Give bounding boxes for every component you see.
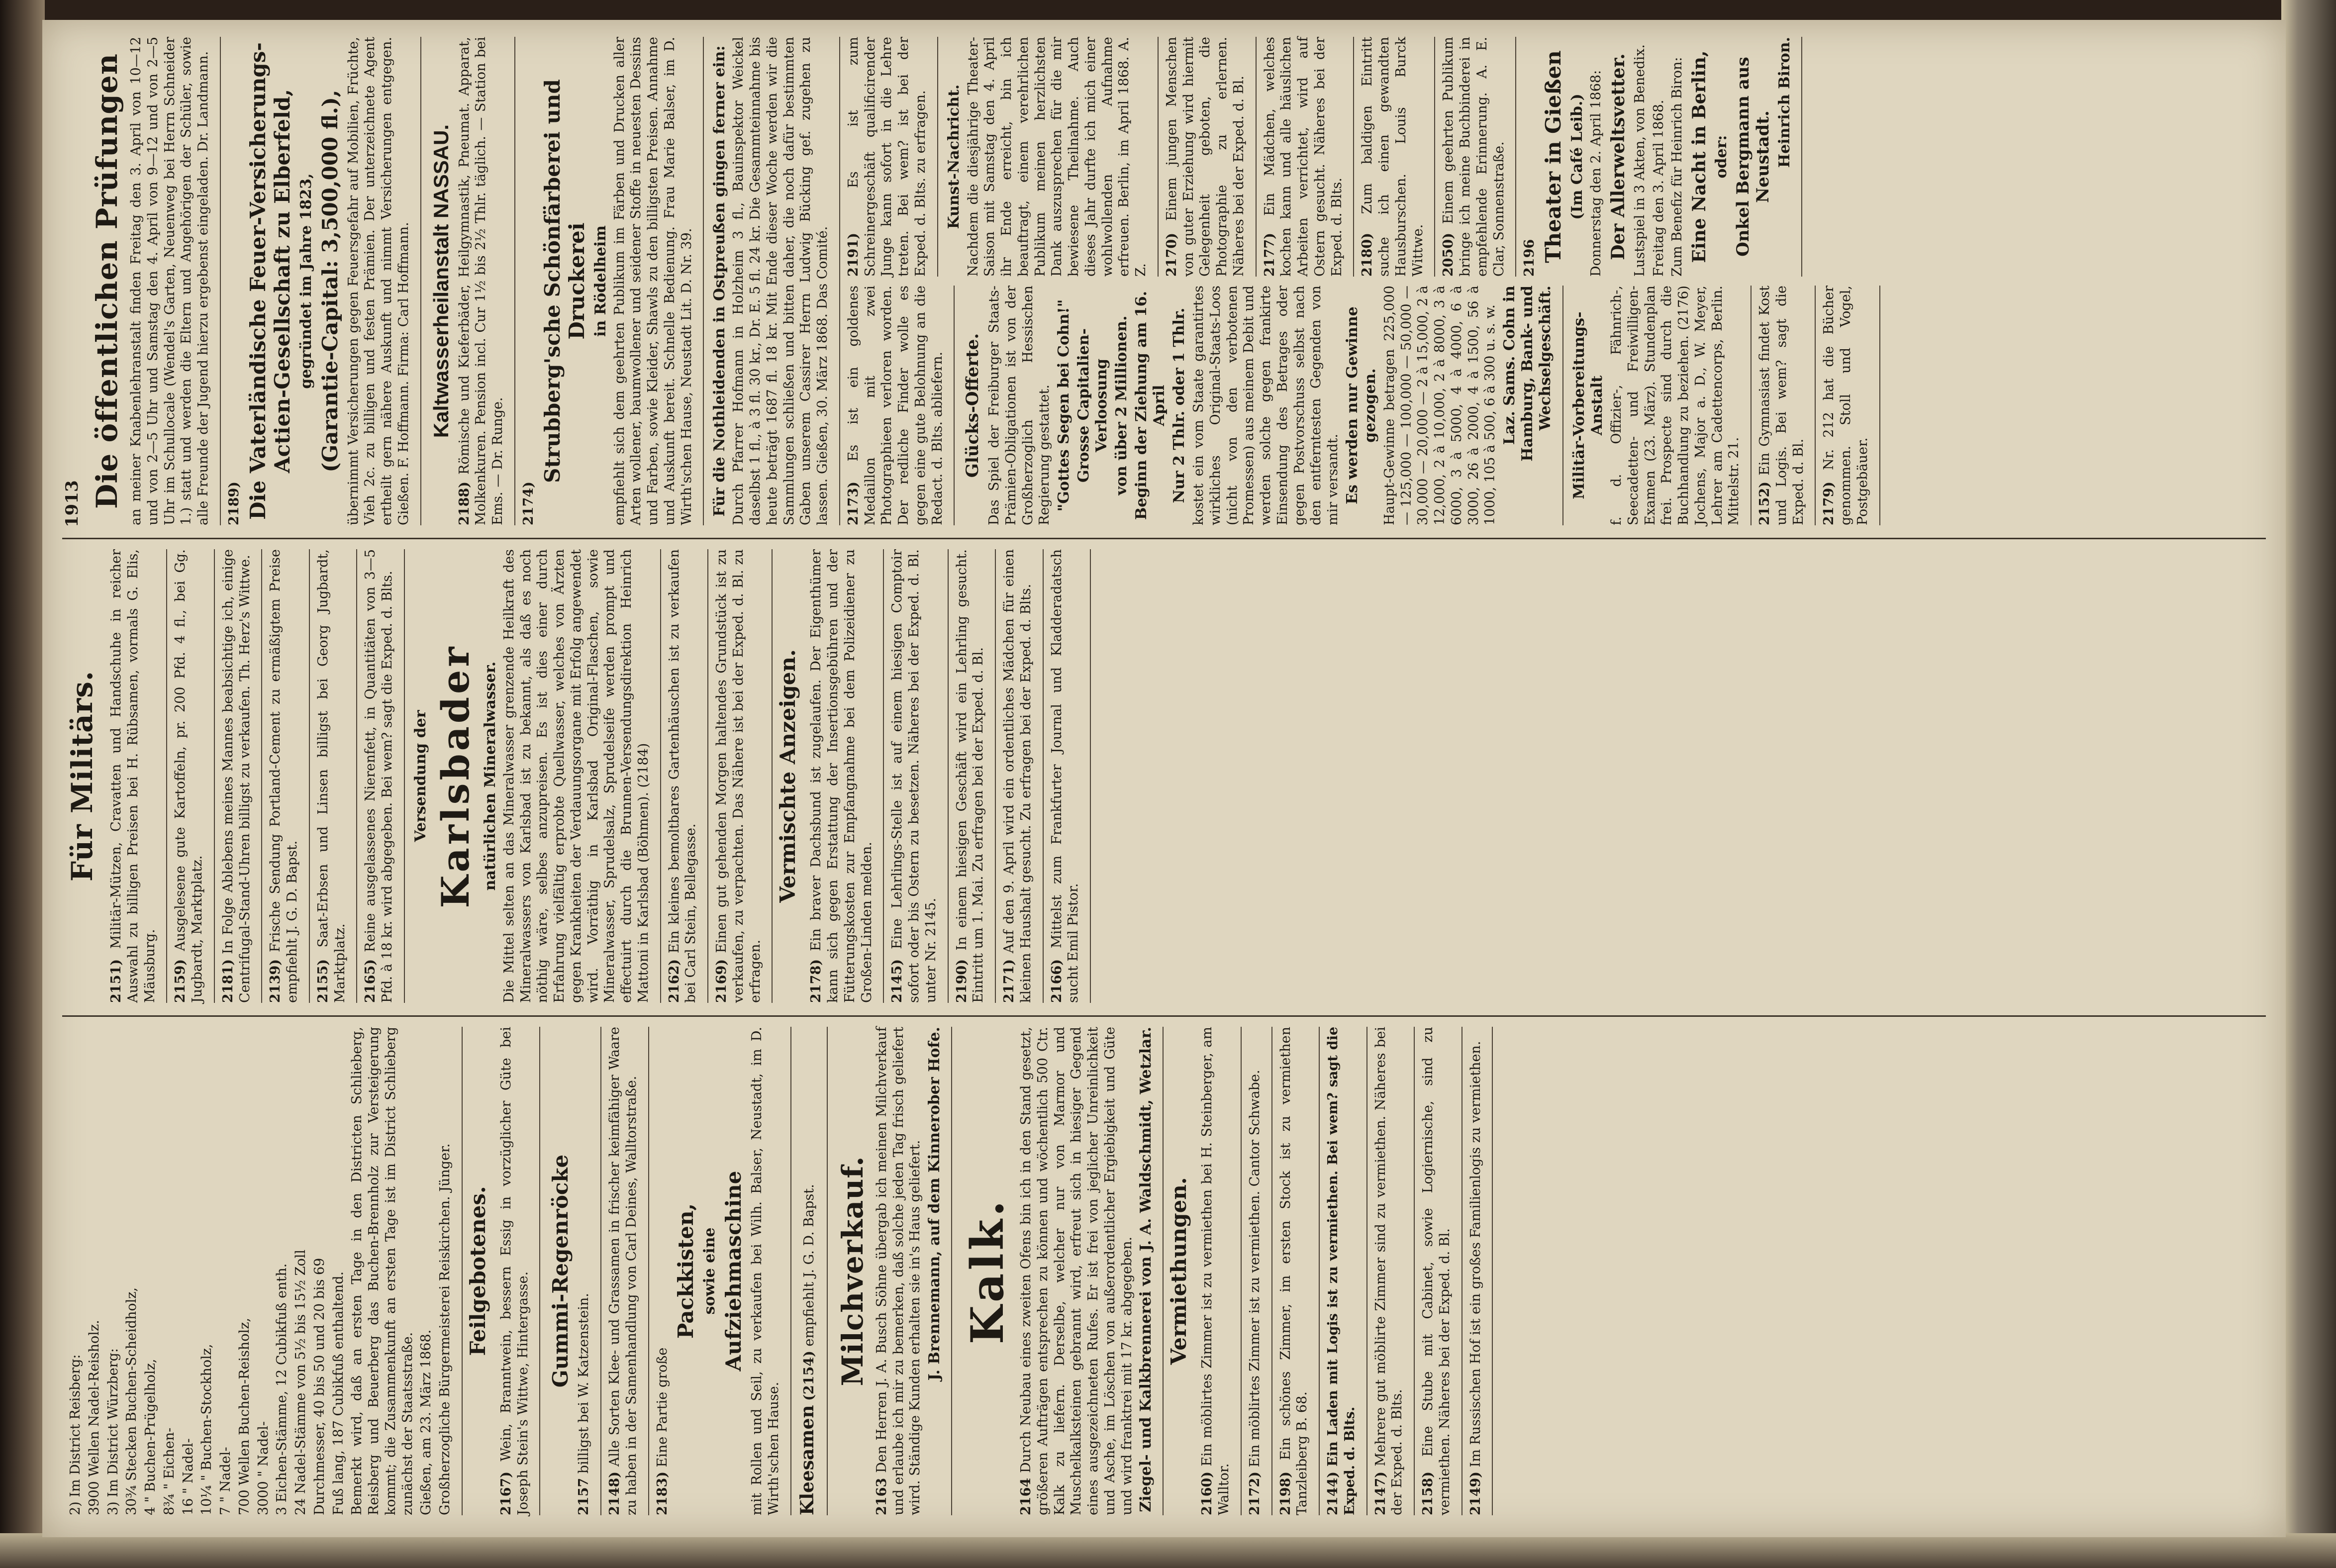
- crates-ad: [649, 1027, 791, 1515]
- ad-text: Haupt-Gewinne betragen 225,000 — 125,000 — 100,000 — 50,000 — 30,000 — 20,000 — 2 à 15,000, 2 à 12,000, 2 à 10,000, 2 à 8000, 3 à 6000, 3 à 5000, 4 à 4000, 6 à 3000, 26 à 2000, 4 à 1500, 56 à 1000, 105 à 500, 6 à 300 u. s. w.: [1381, 286, 1498, 525]
- ad-number: 2145): [889, 959, 905, 1003]
- ad-subtitle: oder:: [1713, 135, 1730, 179]
- ad-subtitle: Grosse Capitalien-Verloosung: [1075, 328, 1111, 483]
- ad-text: empfiehlt sich dem geehrten Publikum im Färben und Drucken aller Arten wollener, baumwollener und seidener Stoffe in neuesten Dessins und Farben, sowie Kleider, Shawls zu den billigsten Preisen. Annahme und Auskunft bereit. Schnelle Bedienung. Frau Marie Balser, im D. Wirth'schen Hause, Neustadt Lit. D. Nr. 39.: [611, 37, 694, 525]
- ad-text: billigst bei W. Katzenstein.: [576, 1293, 592, 1474]
- rent-ad: [1242, 1027, 1272, 1515]
- ad-text: Reine ausgelassenes Nierenfett, in Quantitäten von 3—5 Pfd. à 18 kr. wird abgegeben. Bei wem? sagt die Exped. d. Blts.: [363, 549, 395, 1003]
- ad-subtitle: "Gottes Segen bei Cohn!": [1055, 299, 1073, 512]
- ad-text: f. d. Offizier-, Fähnrich-, Seecadetten- und Freiwilligen-Examen (23. März). Stundenplan frei. Prospecte sind durch die Buchhandlung zu beziehen. (2176) Jochens, Major a. D., W. Meyer, Lehrer am Cadettencorps, Berlin. Mittelstr. 21.: [1609, 286, 1742, 525]
- ad-text: Ein schönes Zimmer, im ersten Stock ist zu vermiethen Tanzleiberg B. 68.: [1277, 1027, 1310, 1515]
- ad-title: Der Allerweltsvetter.: [1607, 53, 1629, 260]
- ad-title: Militär-Vorbereitungs-Anstalt: [1570, 311, 1606, 499]
- book-edge-right: [2281, 0, 2336, 1568]
- book-spine-left: [0, 0, 45, 1568]
- line: Bemerkt wird, daß an ersten Tage in den Districten Schlieberg, Reisberg und Beuerberg das Buchen-Brennholz zur Versteigerung kommt; die Zusammenkunft an ersten Tage ist im District Schlieberg zunächst der Staatsstraße.: [349, 1027, 415, 1515]
- ad-number: 2198): [1277, 1471, 1293, 1515]
- column-left: [62, 1020, 2266, 1522]
- ad-text: Zum Benefiz für Heinrich Biron:: [1669, 57, 1685, 277]
- line: 700 Wellen Buchen-Reisholz,: [236, 1318, 252, 1515]
- ad-number: 2151): [108, 959, 124, 1003]
- ad-text: Zum baldigen Eintritt suche ich einen gewandten Hausburschen. Louis Burck Wittwe.: [1360, 37, 1426, 277]
- line: Fuß lang, 187 Cubikfuß enthaltend.: [330, 1271, 346, 1515]
- ad-text: Eine Lehrlings-Stelle ist auf einem hiesigen Comptoir sofort oder bis Ostern zu besetzen. Näheres bei der Exped. d. Bl. unter Nr. 2145.: [889, 549, 939, 1003]
- line: 3900 Wellen Nadel-Reisholz.: [86, 1320, 102, 1515]
- ad-title: Onkel Bergmann aus Neustadt.: [1733, 57, 1773, 257]
- milk-ad: [828, 1027, 952, 1515]
- ad-text: Alle Sorten Klee- und Grassamen in frischer keimfähiger Waare zu haben in der Samenhandlung von Carl Deines, Walltorstraße.: [607, 1027, 639, 1515]
- column-middle: [62, 542, 2266, 1010]
- ad-text: empfiehlt J. G. D. Bapst.: [801, 1184, 817, 1347]
- ad-number: 2169): [714, 959, 729, 1003]
- ad-text: In Folge Ablebens meines Mannes beabsichtige ich, einige Centrifugal-Stand-Uhren billigst zu verkaufen. Th. Herz's Wittwe.: [220, 549, 253, 1003]
- ad-subtitle: gegründet im Jahre 1823,: [297, 173, 315, 389]
- ad-number: 2181): [220, 959, 236, 1003]
- ad-number: 2179): [1821, 482, 1837, 525]
- student-ad: [1752, 286, 1816, 525]
- ad-text: Das Spiel der Freiburger Staats-Prämien-Obligationen ist von der Großherzoglich Hessischen Regierung gestattet.: [986, 286, 1053, 525]
- books-ad: [1816, 286, 1880, 525]
- ad-number: (2154): [801, 1351, 817, 1401]
- bottom-split: [840, 37, 1880, 525]
- ad-number: 2189): [226, 482, 242, 525]
- section-heading: Für Militärs.: [65, 670, 99, 882]
- ad-text: Militär-Mützen, Cravatten und Handschuhe in reicher Auswahl zu billigen Preisen bei H. Rübsamen, vormals G. Elis, Mäusburg.: [108, 549, 158, 1003]
- ad-signature: J. Brennemann, auf dem Kinnerober Hofe.: [926, 1027, 943, 1381]
- ad-text: kostet ein vom Staate garantirtes wirkliches Original-Staats-Loos (nicht von den verbotenen Promessen) aus meinem Debit und werden solche gegen frankirte Einsendung des Betrages oder gegen Postvorschuss selbst nach den entferntesten Gegenden von mir versandt.: [1191, 286, 1341, 525]
- ad-text: Ein Mädchen, welches kochen kann und alle häuslichen Arbeiten verrichtet, wird auf Ostern gesucht. Näheres bei der Exped. d. Blts.: [1262, 37, 1345, 277]
- lime-ad: [952, 1027, 1164, 1515]
- ad-number: 2155): [315, 959, 331, 1003]
- ad-subtitle: in Rödelheim: [591, 225, 609, 337]
- lentils-ad: [310, 549, 358, 1003]
- ad-text: Ein braver Dachsbund ist zugelaufen. Der Eigenthümer kann sich gegen Erstattung der Insertionsgebühren und der Fütterungskosten zur Empfangnahme bei dem Polizeidiener zu Großen-Linden melden.: [808, 549, 875, 1003]
- ad-subtitle: sowie eine: [701, 1227, 719, 1315]
- line: 7 " Nadel-: [218, 1447, 233, 1515]
- potatoes-ad: [167, 549, 215, 1003]
- nassau-ad: [421, 37, 515, 525]
- ad-signature: Ziegel- und Kalkbrennerei von J. A. Waldschmidt, Wetzlar.: [1137, 1027, 1155, 1512]
- misc-ad: [1257, 37, 1355, 277]
- ad-number: 2152): [1757, 482, 1773, 525]
- ad-number: 2144): [1325, 1471, 1341, 1515]
- lottery-ad: [955, 286, 1563, 525]
- rubber-ad: [540, 1027, 601, 1515]
- ad-title: Milchverkauf.: [835, 1156, 870, 1386]
- line: 3 Eichen-Stämme, 12 Cubikfuß enth.: [274, 1263, 290, 1515]
- line: 30¾ Stecken Buchen-Scheidholz,: [124, 1287, 140, 1515]
- page-number: 1913: [62, 480, 82, 527]
- ad-title: Die Vaterländische Feuer-Versicherungs-Actien-Gesellschaft zu Elberfeld,: [245, 42, 294, 520]
- ad-title: Für die Nothleidenden in Ostpreußen gingen ferner ein:: [711, 45, 729, 517]
- ad-number: 2188): [456, 482, 472, 525]
- clocks-ad: [215, 549, 263, 1003]
- ad-text: Mehrere gut möblirte Zimmer sind zu vermiethen. Näheres bei der Exped. d. Blts.: [1372, 1027, 1405, 1515]
- ad-number: 2178): [808, 959, 824, 1003]
- medal-ad: [840, 286, 955, 525]
- ad-text: Es ist ein goldenes Medaillon mit zwei Photographieen verloren worden. Der redliche Finder wolle es gegen eine gute Belohnung an die Redact. d. Blts. abliefern.: [845, 286, 945, 525]
- line: 10¼ " Buchen-Stockholz,: [199, 1344, 215, 1515]
- insurance-ad: [221, 37, 421, 525]
- ad-subtitle: Versendung der: [411, 710, 429, 842]
- section-heading: Vermischte Anzeigen.: [776, 649, 800, 903]
- ad-title: Theater in Gießen: [1541, 50, 1565, 263]
- ad-text: Im Russischen Hof ist ein großes Familienlogis zu vermiethen.: [1467, 1041, 1483, 1468]
- rent-ad: [1415, 1027, 1462, 1515]
- ad-text: Freitag den 3. April 1868.: [1651, 99, 1666, 277]
- line: 2) Im District Reisberg:: [68, 1354, 83, 1515]
- ad-title: Kaltwasserheilanstalt NASSAU.: [429, 124, 453, 438]
- rent-ad: [1194, 1027, 1242, 1515]
- ad-number: 2183): [654, 1471, 670, 1515]
- misc-ad: [996, 549, 1044, 1003]
- ad-number: 2148): [607, 1471, 622, 1515]
- ad-text: In einem hiesigen Geschäft wird ein Lehrling gesucht. Eintritt um 1. Mai. Zu erfragen bei der Exped. d. Bl.: [954, 549, 986, 1003]
- school-ad: [1563, 286, 1752, 525]
- exam-ad: [82, 37, 221, 525]
- ad-text: Ein Gymnasiast findet Kost und Logis. Bei wem? sagt die Exped. d. Bl.: [1757, 286, 1806, 525]
- garden-house-ad: [661, 549, 709, 1003]
- ad-text: Ein kleines bemoltbares Gartenhäuschen ist zu verkaufen bei Carl Stein, Bellegasse.: [666, 549, 699, 1003]
- ad-number: 2160): [1199, 1471, 1215, 1515]
- ad-title: Eine Nacht in Berlin,: [1689, 50, 1710, 263]
- ad-text: Donnerstag den 2. April 1868:: [1588, 70, 1604, 277]
- rent-ad: [1320, 1027, 1367, 1515]
- misc-ad: [1435, 37, 1516, 277]
- column-rule: [62, 1015, 2266, 1017]
- ad-title: Packkisten,: [674, 1203, 698, 1339]
- split-right: [840, 37, 1880, 277]
- ad-subtitle: von über 2 Millionen.: [1113, 315, 1131, 495]
- ad-subtitle: (Im Café Leib.): [1568, 94, 1586, 220]
- ad-title: Die öffentlichen Prüfungen: [90, 53, 124, 509]
- ad-subtitle: Beginn der Ziehung am 16. April: [1133, 291, 1168, 520]
- ad-number: 2170): [1164, 233, 1179, 277]
- ad-title: Gummi-Regenröcke: [548, 1154, 573, 1388]
- cement-ad: [262, 549, 310, 1003]
- section-heading: Vermiethungen.: [1167, 1177, 1191, 1365]
- ad-capital: (Garantie-Capital: 3,500,000 fl.),: [317, 90, 342, 473]
- ad-number: 2191): [845, 233, 861, 277]
- seeds-ad: [601, 1027, 649, 1515]
- section-heading: Feilgebotenes.: [465, 1186, 490, 1356]
- ad-title: Karlsbader: [433, 644, 478, 908]
- ad-number: 2174): [520, 482, 536, 525]
- ad-text: Den Herren J. A. Busch Söhne übergab ich meinen Milchverkauf und erlaube ich mir zu bemerken, daß solche jeden Tag frisch geliefert wird. Ständige Kunden erhalten sie in's Haus geliefert.: [874, 1027, 923, 1515]
- ad-number: 2167): [498, 1471, 514, 1515]
- misc-ad: [1159, 37, 1257, 277]
- ad-text: Auf den 9. April wird ein ordentliches Mädchen für einen kleinen Haushalt gesucht. Zu erfragen bei der Exped. d. Blts.: [1001, 549, 1034, 1003]
- ad-number: 2172): [1247, 1471, 1263, 1515]
- ad-text: Ein Laden mit Logis ist zu vermiethen. Bei wem? sagt die Exped. d. Blts.: [1325, 1027, 1358, 1515]
- rent-ad: [1272, 1027, 1320, 1515]
- column-rule: [62, 538, 2266, 539]
- line: Durchmesser, 40 bis 50 und 20 bis 69: [311, 1258, 327, 1515]
- line: 3000 " Nadel-: [255, 1421, 271, 1515]
- dye-ad: [515, 37, 704, 525]
- rent-ad: [1462, 1027, 1493, 1515]
- line: 24 Nadel-Stämme von 5½ bis 15½ Zoll: [293, 1249, 308, 1515]
- rent-ad: [1367, 1027, 1415, 1515]
- ad-text: Durch Pfarrer Hofmann in Holzheim 3 fl., Bauinspektor Weickel daselbst 1 fl., à 3 fl. 30 kr., Dr. E. 5 fl. 24 kr. Die Gesammteinnahme bis heute beträgt 1687 fl. 18 kr. Mit Ende dieser Woche werden wir die Sammlungen schließen und bitten daher, die noch dafür bestimmten Gaben unserem Cassirer Herrn Ludwig Bücking gef. zugehen zu lassen. Gießen, 30. März 1868. Das Comité.: [731, 37, 830, 525]
- book-edge-bottom: [0, 1533, 2336, 1568]
- column-right: [62, 30, 2266, 532]
- ad-text: an meiner Knabenlehranstalt finden Freitag den 3. April von 10—12 und von 2—5 Uhr und Samstag den 4. April von 9—12 und von 2—5 Uhr im Schullocale (Wendel's Garten, Neuenweg bei Herrn Schneider 1.) statt und werden die Eltern und Angehörigen der Schüler, sowie alle Freunde der Jugend hierzu ergebenst eingeladen. Dr. Landmann.: [128, 37, 211, 525]
- ad-text: Ein möblirtes Zimmer ist zu vermiethen bei H. Steinberger, am Walltor.: [1199, 1027, 1232, 1515]
- ad-text: Einen gut gehenden Morgen haltendes Grundstück ist zu verkaufen, zu verpachten. Das Nähere ist bei der Exped. d. Bl. zu erfragen.: [714, 549, 763, 1003]
- theatre-ad: [1516, 37, 1802, 277]
- ad-subtitle: Es werden nur Gewinne gezogen.: [1343, 306, 1379, 504]
- newspaper-page: [42, 20, 2286, 1537]
- line: 8¾ " Eichen-: [161, 1427, 177, 1515]
- line: 4 " Buchen-Prügelholz,: [143, 1359, 158, 1515]
- ad-text: mit Rollen und Seil, zu verkaufen bei Wilh. Balser, Neustadt, im D. Wirth'schen Hause.: [749, 1027, 781, 1515]
- ad-text: Nr. 212 hat die Bücher genommen. Stoll und Vogel, Postgebäuer.: [1821, 286, 1870, 525]
- ad-signature: Laz. Sams. Cohn in Hamburg, Bank- und Wechselgeschäft.: [1501, 286, 1555, 462]
- ad-text: Römische und Kieferbäder, Heilgymnastik, Pneumat. Apparat, Molkenkuren. Pension incl. Cur 1½ bis 2½ Thlr. täglich. — Station bei Ems. — Dr. Runge.: [456, 37, 505, 525]
- rotated-sheet: [42, 20, 2286, 1537]
- misc-ad: [1354, 37, 1435, 277]
- misc-ad: [840, 37, 938, 277]
- ad-number: 2166): [1049, 959, 1065, 1003]
- military-ad: [103, 549, 167, 1003]
- ad-text: Eine Stube mit Cabinet, sowie Logiernische, sind zu vermiethen. Näheres bei der Exped. d. Bl.: [1420, 1027, 1453, 1515]
- ad-number: 2050): [1441, 233, 1457, 277]
- ad-title: Glücks-Offerte.: [963, 333, 983, 478]
- ad-subtitle: natürlichen Mineralwasser.: [481, 661, 499, 891]
- ad-number: 2162): [666, 959, 682, 1003]
- ad-title: Strubberg'sche Schönfärberei und Druckerei: [540, 79, 589, 483]
- ad-number: 2196: [1522, 239, 1538, 277]
- ad-text: Lustspiel in 3 Akten, von Benedix.: [1632, 44, 1648, 277]
- karlsbad-ad: [405, 549, 661, 1003]
- ad-text: Durch Neubau eines zweiten Ofens bin ich in den Stand gesetzt, größeren Aufträgen entsprechen zu können und wöchentlich 500 Ctr. Kalk zu liefern. Derselbe, welcher nur von Marmor und Muschelkalksteinen gebrannt wird, erfreut sich in hiesiger Gegend eines ausgezeichneten Rufes. Er ist frei von jeglicher Unreinlichkeit und Asche, im Löschen von außerordentlicher Ergiebigkeit und Güte und wird franktrei mit 17 kr. abgegeben.: [1018, 1027, 1135, 1515]
- ad-text: Es ist zum Schreinergeschäft qualificirender Junge kann sofort in die Lehre treten. Bei wem? ist bei der Exped. d. Blts. zu erfragen.: [845, 37, 928, 277]
- ad-number: 2180): [1360, 233, 1375, 277]
- ad-text: Wein, Branntwein, bessern Essig in vorzüglicher Güte bei Joseph Stein's Wittwe, Hintergasse.: [498, 1027, 531, 1515]
- split-left: [840, 286, 1880, 525]
- ad-title: Kleesamen: [796, 1405, 818, 1515]
- ad-number: 2164: [1018, 1477, 1034, 1515]
- ad-text: Ein möblirtes Zimmer ist zu vermiethen. Cantor Schwabe.: [1247, 1070, 1263, 1468]
- cloverseed-ad: [791, 1027, 828, 1515]
- ad-text: Ausgelesene gute Kartoffeln, pr. 200 Pfd. 4 fl., bei Gg. Jugbardt, Marktplatz.: [173, 549, 205, 1003]
- ad-title: Kalk.: [961, 1197, 1014, 1345]
- line: 16 " Nadel-: [180, 1438, 196, 1515]
- ad-number: 2165): [363, 959, 379, 1003]
- ad-text: Mittelst zum Frankfurter Journal und Kladderadatsch sucht Emil Pistor.: [1049, 549, 1081, 1003]
- ad-number: 2159): [173, 959, 189, 1003]
- tallow-ad: [357, 549, 405, 1003]
- ad-number: 2177): [1262, 233, 1277, 277]
- ad-text: Einem jungen Menschen von guter Erziehung wird hiermit Gelegenheit geboten, die Photographie zu erlernen. Näheres bei der Exped. d. Bl.: [1164, 37, 1247, 277]
- ad-number: 2163: [874, 1477, 889, 1515]
- ad-number: 2190): [954, 959, 970, 1003]
- line: Großherzogliche Bürgermeisterei Reiskirchen. Jünger.: [437, 1143, 453, 1515]
- ad-text: Nachdem die diesjährige Theater-Saison mit Samstag den 4. April ihr Ende erreicht, bin ich beauftragt, einem verehrlichen Publikum meinen herzlichsten Dank auszusprechen für die mir bewiesene Theilnahme. Auch dieses Jahr durfte ich mich einer wohlwollenden Aufnahme erfreuen. Berlin, im April 1868. A. Z.: [965, 37, 1149, 277]
- misc-ad: [1044, 549, 1091, 1003]
- ad-text: Einem geehrten Publikum bringe ich meine Buchbinderei in empfehlende Erinnerung. A. E. Clar, Sonnenstraße.: [1441, 37, 1507, 277]
- misc-ad: [884, 549, 948, 1003]
- ad-number: 2171): [1001, 959, 1017, 1003]
- ad-text: Die Mittel selten an das Mineralwasser grenzende Heilkraft des Mineralwassers von Karlsbad ist zu bekannt, als daß es noch nöthig wäre, selbes anzupreisen. Es ist dies einer durch Erfahrung vielfältig erprobte Quellwasser, welches von Ärzten gegen Krankheiten der Verdauungsorgane mit Erfolg angewendet wird. Vorräthig in Karlsbad Original-Flaschen, sowie Mineralwasser, Sprudelsalz, Sprudelseife werden prompt und effectuirt durch die Brunnen-Versendungsdirektion Heinrich Mattoni in Karlsbad (Böhmen). (2184): [501, 549, 651, 1003]
- ad-title: Kunst-Nachricht.: [945, 84, 963, 229]
- ad-text: Frische Sendung Portland-Cement zu ermäßigtem Preise empfiehlt J. G. D. Bapst.: [268, 549, 300, 1003]
- art-news-ad: [938, 37, 1159, 277]
- wood-sale-ad: [62, 1027, 463, 1515]
- donation-ad: [704, 37, 840, 525]
- line: 3) Im District Würzberg:: [105, 1348, 121, 1515]
- ad-text: übernimmt Versicherungen gegen Feuersgefahr auf Mobilien, Früchte, Vieh 2c. zu billigen und festen Prämien. Der unterzeichnete Agent ertheilt gern nähere Auskunft und nimmt Versicherungen entgegen. Gießen. F. Hoffmann. Firma: Carl Hoffmann.: [345, 37, 411, 525]
- ad-number: 2158): [1420, 1471, 1436, 1515]
- line: Gießen, am 23. März 1868.: [418, 1329, 434, 1515]
- ad-text: Eine Partie große: [654, 1347, 670, 1468]
- misc-ad: [803, 549, 884, 1003]
- ad-number: 2173): [845, 482, 861, 525]
- ad-title: Aufziehmaschine: [721, 1171, 746, 1372]
- wine-ad: [493, 1027, 541, 1515]
- ad-number: 2157: [576, 1477, 592, 1515]
- ad-number: 2139): [268, 959, 284, 1003]
- misc-ad: [949, 549, 996, 1003]
- land-ad: [708, 549, 773, 1003]
- ad-number: 2147): [1372, 1471, 1388, 1515]
- ad-text: Saat-Erbsen und Linsen billigst bei Georg Jugbardt, Marktplatz.: [315, 549, 348, 1003]
- ad-subtitle: Nur 2 Thlr. oder 1 Thlr.: [1170, 307, 1188, 503]
- ad-signature: Heinrich Biron.: [1776, 37, 1793, 168]
- ad-number: 2149): [1467, 1471, 1483, 1515]
